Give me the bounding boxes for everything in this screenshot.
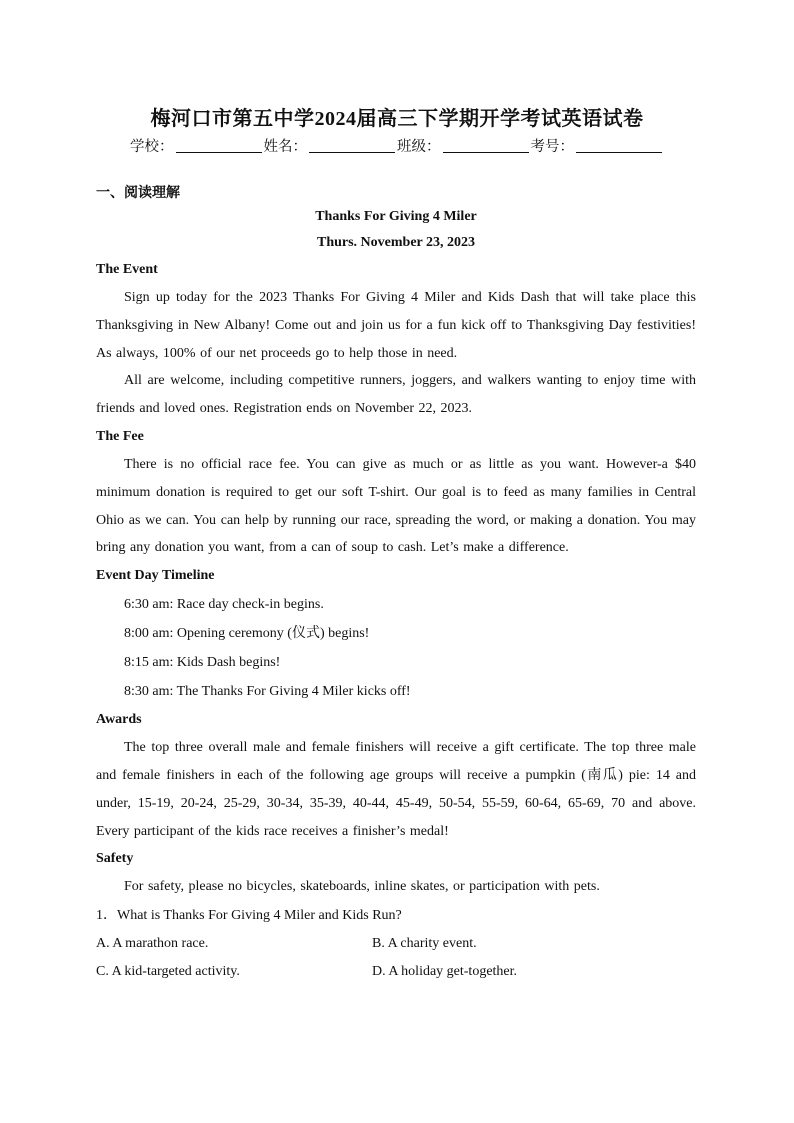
safety-paragraph: For safety, please no bicycles, skateboards, inline skates, or participation with pets. (124, 879, 600, 895)
passage-date: Thurs. November 23, 2023 (316, 235, 476, 250)
timeline-item: 6:30 am: Race day check-in begins. (124, 597, 324, 613)
event-paragraph-1: Sign up today for the 2023 Thanks For Giving 4 Miler and Kids Dash that will take place this Thanksgiving in New Albany! Come out and join us for a fun kick off to Thanksgiving Day festivities! As always, 100% of our net proceeds go to help those in need. (96, 290, 696, 361)
timeline-heading: Event Day Timeline (96, 568, 215, 584)
awards-paragraph: The top three overall male and female finishers will receive a gift certificate. The top three male and female finishers in each of the following age groups will receive a pumpkin (南瓜) pie: 14 and under, 15-19, 20-24, 25-29, 30-34, 35-39, 40-44, 45-49, 50-54, 55-59, 60-64, 65-69, 70 and above. Every participant of the kids race receives a finisher’s medal! (96, 740, 696, 839)
class-blank[interactable] (443, 138, 529, 153)
timeline-item: 8:15 am: Kids Dash begins! (124, 655, 281, 671)
exam-number-label: 考号： (530, 139, 574, 155)
option-a[interactable]: A. A marathon race. (96, 936, 209, 952)
awards-heading: Awards (96, 712, 142, 728)
passage (96, 204, 696, 986)
event-paragraph-2: All are welcome, including competitive runners, joggers, and walkers wanting to enjoy time with friends and loved ones. Registration ends on November 22, 2023. (96, 373, 696, 417)
fee-heading: The Fee (96, 428, 144, 444)
name-label: 姓名： (263, 139, 307, 155)
name-blank[interactable] (309, 138, 395, 153)
event-heading: The Event (96, 262, 158, 277)
option-b[interactable]: B. A charity event. (372, 936, 477, 952)
school-blank[interactable] (176, 138, 262, 153)
school-label: 学校： (130, 139, 174, 155)
exam-number-blank[interactable] (576, 138, 662, 153)
student-info-line (0, 135, 794, 156)
question-1-stem: 1．What is Thanks For Giving 4 Miler and Kids Run? (96, 908, 402, 924)
safety-heading: Safety (96, 851, 134, 867)
exam-title: 梅河口市第五中学2024届高三下学期开学考试英语试卷 (150, 108, 644, 130)
timeline-item: 8:00 am: Opening ceremony (仪式) begins! (124, 626, 370, 642)
question-1-options (96, 930, 696, 986)
passage-title: Thanks For Giving 4 Miler (315, 209, 477, 224)
class-label: 班级： (397, 139, 441, 155)
section-title: 一、阅读理解 (96, 185, 180, 201)
timeline-item: 8:30 am: The Thanks For Giving 4 Miler kicks off! (124, 684, 411, 700)
option-c[interactable]: C. A kid-targeted activity. (96, 964, 240, 980)
option-d[interactable]: D. A holiday get-together. (372, 964, 518, 980)
fee-paragraph: There is no official race fee. You can give as much or as little as you want. However-a $40 minimum donation is required to get our soft T-shirt. Our goal is to feed as many families in Central Ohio as we can. You can help by running our race, spreading the word, or making a donation. You may bring any donation you want, from a can of soup to cash. Let’s make a difference. (96, 456, 696, 556)
